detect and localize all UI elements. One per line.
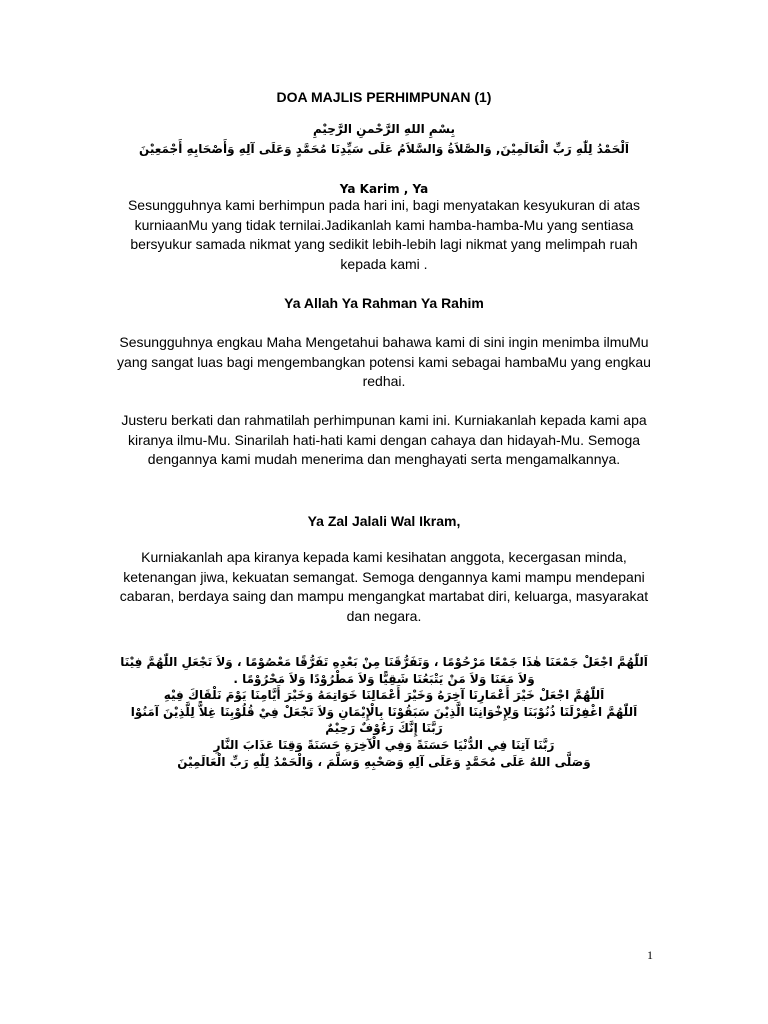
doa-line: رَبَّنَا إِنَّكَ رَءُوْفٌ رَحِيْمٌ <box>325 721 443 736</box>
section-heading-1: Ya Karim , Ya <box>339 182 429 196</box>
section-3-paragraph-1: Kurniakanlah apa kiranya kepada kami kesihatan anggota, kecergasan minda, ketenangan jiwa, kekuatan semangat. Semoga dengannya kami mampu mendepani cabaran, berdaya saing dan mampu mengangkat martabat diri, keluarga, masyarakat dan negara. <box>119 549 649 624</box>
praise-line: اَلْحَمْدُ لِلّٰهِ رَبِّ الْعَالَمِيْنَ, وَالصَّلاَةُ وَالسَّلاَمُ عَلَى سَيِّدِنَا مُحَمَّدٍ وَعَلَى آلِهِ وَأَصْحَابِهِ أَجْمَعِيْنَ <box>139 142 629 156</box>
doa-line: وَصَلَّى اللهُ عَلَى مُحَمَّدٍ وَعَلَى آلِهِ وَصَحْبِهِ وَسَلَّمَ ، وَالْحَمْدُ لِلّٰهِ رَبِّ الْعَالَمِيْنَ <box>177 754 591 769</box>
doa-line: اَللّٰهُمَّ اجْعَلْ جَمْعَنَا هٰذَا جَمْعًا مَرْحُوْمًا ، وَتَفَرُّقَنَا مِنْ بَعْدِهِ تَفَرُّقًا مَعْصُوْمًا ، وَلاَ تَجْعَلِ اللّٰهُمَّ فِيْنَا <box>120 655 648 669</box>
page-number: 1 <box>647 948 653 962</box>
doa-line: اَللّٰهُمَّ اجْعَلْ خَيْرَ أَعْمَارِنَا آخِرَهُ وَخَيْرَ أَعْمَالِنَا خَوَاتِمَهُ وَخَيْرَ أَيَّامِنَا يَوْمَ نَلْقَاكَ فِيْهِ <box>163 688 605 703</box>
doa-line: اَللّٰهُمَّ اغْفِرْلَنَا ذُنُوْبَنَا وَلِإِخْوَانِنَا الَّذِيْنَ سَبَقُوْنَا بِالْإِيْمَانِ وَلاَ تَجْعَلْ فِيْ قُلُوْبِنَا غِلاًّ لِلَّذِيْنَ آمَنُوْا <box>130 704 638 719</box>
bismillah-line: بِسْمِ اللهِ الرَّحْمنِ الرَّحِيْمِ <box>312 122 456 136</box>
section-2-paragraph-2: Justeru berkati dan rahmatilah perhimpunan kami ini. Kurniakanlah kepada kami apa kiranya ilmu-Mu. Sinarilah hati-hati kami dengan cahaya dan hidayah-Mu. Semoga dengannya kami mudah menerima dan menghayati serta mengamalkannya. <box>121 412 647 467</box>
page-title: DOA MAJLIS PERHIMPUNAN (1) <box>276 89 492 105</box>
doa-line: وَلاَ مَعَنَا وَلاَ مَنْ يَتْبَعُنَا شَقِيًّا وَلاَ مَطْرُوْدًا وَلاَ مَحْرُوْمًا . <box>233 671 535 686</box>
section-1-paragraph-1: Sesungguhnya kami berhimpun pada hari ini, bagi menyatakan kesyukuran di atas kurniaanMu yang tidak ternilai.Jadikanlah kami hamba-hamba-Mu yang sentiasa bersyukur samada nikmat yang sedikit lebih-lebih lagi nikmat yang melimpah ruah kepada kami . <box>127 197 641 272</box>
doa-line: رَبَّنَا آتِنَا فِي الدُّنْيَا حَسَنَةً وَفِي الْآخِرَةِ حَسَنَةً وَقِنَا عَذَابَ النَّارِ <box>213 737 555 752</box>
closing-doa <box>104 654 664 770</box>
section-heading-3: Ya Zal Jalali Wal Ikram, <box>307 513 461 529</box>
section-heading-2: Ya Allah Ya Rahman Ya Rahim <box>284 295 484 311</box>
section-2-paragraph-1: Sesungguhnya engkau Maha Mengetahui bahawa kami di sini ingin menimba ilmuMu yang sangat luas bagi mengembangkan potensi kami sebagai hambaMu yang engkau redhai. <box>117 334 651 389</box>
